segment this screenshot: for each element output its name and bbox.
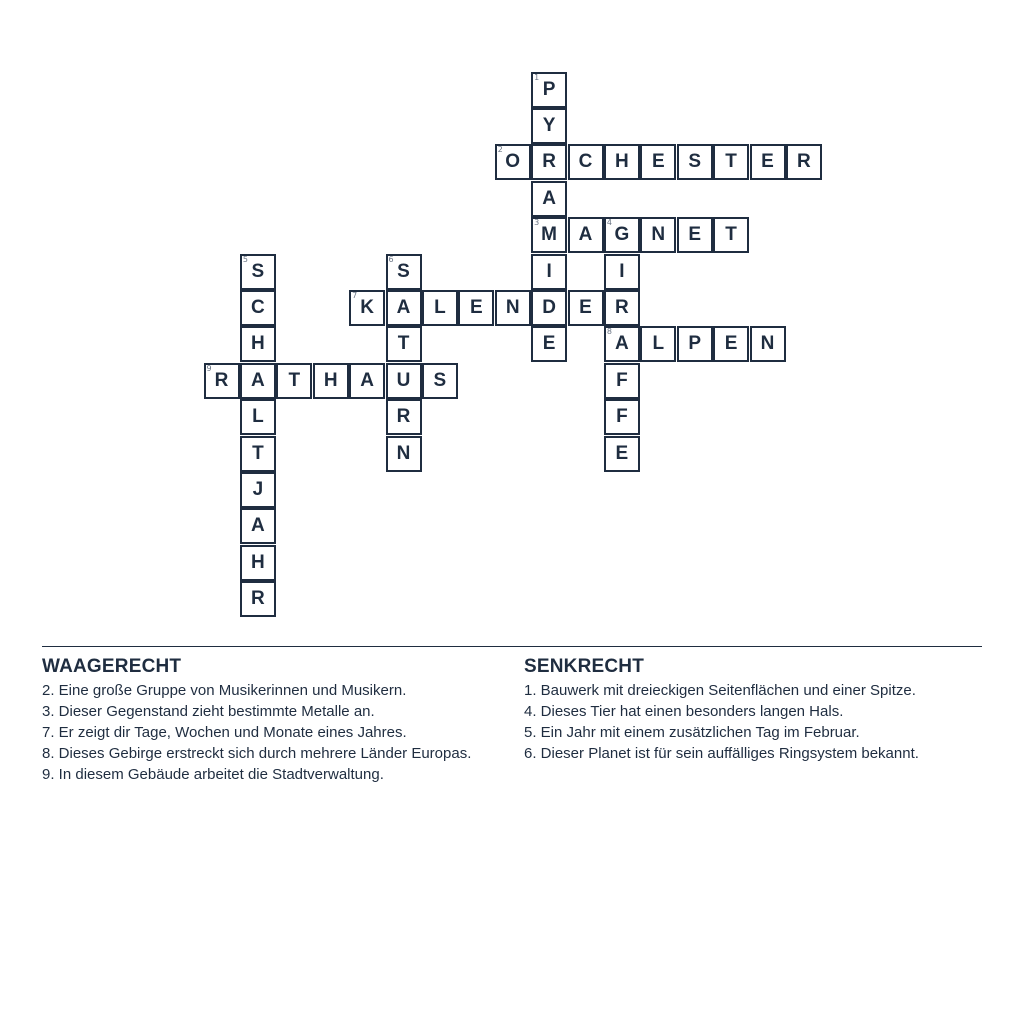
grid-cell[interactable] [495,290,531,326]
grid-cell[interactable] [531,72,567,108]
clue-number: 6 [388,254,394,264]
grid-cell[interactable] [531,290,567,326]
cell-letter: R [251,588,265,610]
cell-letter: S [251,260,265,282]
grid-cell[interactable] [640,326,676,362]
cell-letter: N [505,296,520,318]
grid-cell[interactable] [604,326,640,362]
grid-cell[interactable] [240,436,276,472]
grid-cell[interactable] [713,326,749,362]
clue-number: 9 [206,363,212,373]
across-clue: 3. Dieser Gegenstand zieht bestimmte Metalle an. [42,703,375,720]
cell-letter: N [396,442,411,464]
cell-letter: E [688,224,702,246]
grid-cell[interactable] [386,326,422,362]
grid-cell[interactable] [386,254,422,290]
cell-letter: E [542,333,556,355]
grid-cell[interactable] [240,254,276,290]
cell-letter: C [251,296,265,318]
grid-cell[interactable] [604,144,640,180]
clue-number: 8 [606,327,612,337]
cell-letter: E [724,333,738,355]
grid-cell[interactable] [240,326,276,362]
cell-letter: S [688,151,702,173]
grid-cell[interactable] [240,290,276,326]
down-clue: 5. Ein Jahr mit einem zusätzlichen Tag im Februar. [524,724,860,741]
cell-letter: R [214,369,229,391]
grid-cell[interactable] [313,363,349,399]
cell-letter: P [542,78,556,100]
cell-letter: D [542,296,556,318]
clue-number: 1 [534,72,540,82]
grid-cell[interactable] [568,144,604,180]
cell-letter: T [288,369,301,391]
down-clue: 6. Dieser Planet ist für sein auffälliges Ringsystem bekannt. [524,745,919,762]
grid-cell[interactable] [713,144,749,180]
cell-letter: E [469,296,483,318]
cell-letter: T [397,333,410,355]
cell-letter: J [252,478,264,500]
cell-letter: H [323,369,338,391]
grid-cell[interactable] [750,144,786,180]
grid-cell[interactable] [386,290,422,326]
cell-letter: T [725,151,737,173]
cell-letter: E [651,151,665,173]
cell-letter: E [579,296,592,318]
cell-letter: E [761,151,774,173]
cell-letter: I [546,260,552,282]
grid-cell[interactable] [604,217,640,253]
clue-number: 4 [606,218,612,228]
grid-cell[interactable] [240,399,276,435]
cell-letter: A [251,515,265,537]
cell-letter: C [578,151,593,173]
cell-letter: E [615,442,629,464]
cell-letter: A [360,369,374,391]
grid-cell[interactable] [204,363,240,399]
grid-cell[interactable] [568,217,604,253]
grid-cell[interactable] [531,326,567,362]
cell-letter: U [396,369,411,391]
down-clue: 4. Dieses Tier hat einen besonders langen Hals. [524,703,844,720]
grid-cell[interactable] [531,217,567,253]
cell-letter: L [434,296,446,318]
cell-letter: L [252,406,264,428]
clue-number: 3 [534,218,540,228]
cell-letter: G [614,224,630,246]
grid-cell[interactable] [677,144,713,180]
grid-cell[interactable] [604,254,640,290]
grid-cell[interactable] [386,436,422,472]
cell-letter: H [615,151,629,173]
grid-cell[interactable] [531,144,567,180]
grid-cell[interactable] [568,290,604,326]
cell-letter: R [542,151,556,173]
down-clue: 1. Bauwerk mit dreieckigen Seitenflächen und einer Spitze. [524,682,916,699]
cell-letter: P [688,333,702,355]
grid-cell[interactable] [750,326,786,362]
cell-letter: A [542,187,556,209]
grid-cell[interactable] [604,436,640,472]
cell-letter: H [251,333,265,355]
grid-cell[interactable] [786,144,822,180]
grid-cell[interactable] [240,545,276,581]
across-heading: WAAGERECHT [42,656,182,677]
grid-cell[interactable] [240,363,276,399]
across-clues [42,656,482,787]
cell-letter: M [541,224,557,246]
cell-letter: R [396,406,411,428]
grid-cell[interactable] [604,363,640,399]
grid-cell[interactable] [604,290,640,326]
cell-letter: F [616,369,628,391]
down-clues [524,656,984,766]
grid-cell[interactable] [495,144,531,180]
grid-cell[interactable] [240,508,276,544]
clue-number: 5 [242,254,248,264]
grid-cell[interactable] [240,581,276,617]
cell-letter: T [252,442,264,464]
clue-number: 7 [352,290,358,300]
across-clue: 7. Er zeigt dir Tage, Wochen und Monate eines Jahres. [42,724,407,741]
grid-cell[interactable] [386,363,422,399]
cell-letter: A [578,224,593,246]
cell-letter: R [615,296,629,318]
grid-cell[interactable] [386,399,422,435]
grid-cell[interactable] [422,363,458,399]
cell-letter: L [652,333,665,355]
grid-cell[interactable] [640,217,676,253]
grid-cell[interactable] [276,363,312,399]
grid-cell[interactable] [531,254,567,290]
grid-cell[interactable] [422,290,458,326]
cell-letter: N [651,224,666,246]
cell-letter: O [505,151,521,173]
cell-letter: H [251,551,265,573]
grid-cell[interactable] [713,217,749,253]
down-heading: SENKRECHT [524,656,645,677]
cell-letter: S [397,260,410,282]
across-clue: 2. Eine große Gruppe von Musikerinnen und Musikern. [42,682,407,699]
across-clue: 9. In diesem Gebäude arbeitet die Stadtverwaltung. [42,766,384,783]
grid-cell[interactable] [677,326,713,362]
cell-letter: R [797,151,811,173]
grid-cell[interactable] [677,217,713,253]
cell-letter: A [251,369,265,391]
cell-letter: F [616,406,628,428]
grid-cell[interactable] [604,399,640,435]
cell-letter: I [619,260,625,282]
cell-letter: A [615,333,629,355]
cell-letter: K [360,296,374,318]
divider [42,646,982,647]
grid-cell[interactable] [349,363,385,399]
grid-cell[interactable] [531,181,567,217]
cell-letter: T [725,224,737,246]
across-clue: 8. Dieses Gebirge erstreckt sich durch mehrere Länder Europas. [42,745,472,762]
cell-letter: N [760,333,775,355]
grid-cell[interactable] [349,290,385,326]
grid-cell[interactable] [531,108,567,144]
cell-letter: A [396,296,411,318]
cell-letter: Y [542,114,556,136]
grid-cell[interactable] [240,472,276,508]
grid-cell[interactable] [458,290,494,326]
cell-letter: S [433,369,447,391]
grid-cell[interactable] [640,144,676,180]
clue-number: 2 [497,145,503,155]
